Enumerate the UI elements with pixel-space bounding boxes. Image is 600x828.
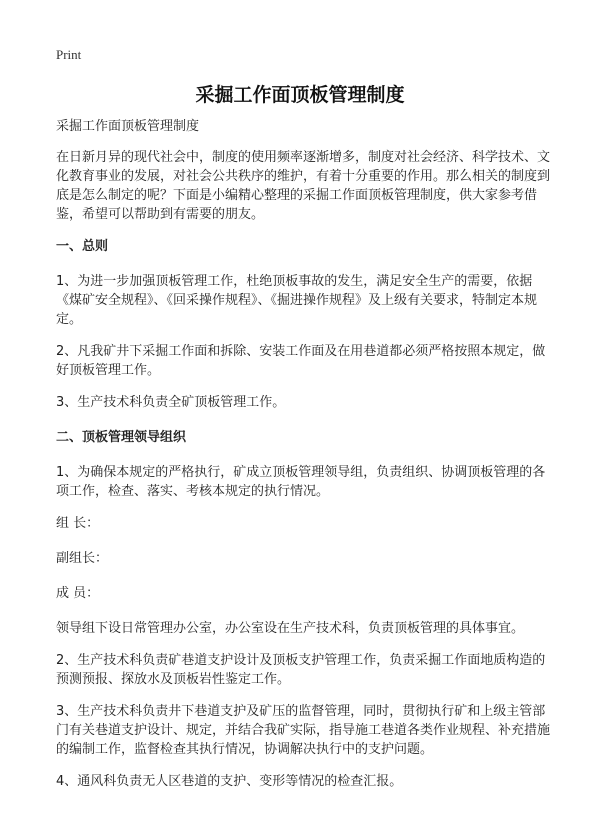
section-heading-leadership: 二、顶板管理领导组织: [56, 430, 187, 445]
office-paragraph: 领导组下设日常管理办公室，办公室设在生产技术科，负责顶板管理的具体事宜。: [56, 621, 525, 636]
members-label: 成 员：: [56, 586, 100, 601]
leadership-item-2: 2、生产技术科负责矿巷道支护设计及顶板支护管理工作，负责采掘工作面地质构造的预测预报、探放水及顶板岩性鉴定工作。: [56, 653, 546, 687]
document-body: [56, 117, 556, 804]
general-item-3: 3、生产技术科负责全矿顶板管理工作。: [56, 395, 286, 410]
section-heading-general: 一、总则: [56, 239, 109, 254]
intro-paragraph: 在日新月异的现代社会中，制度的使用频率逐渐增多，制度对社会经济、科学技术、文化教育事业的发展，对社会公共秩序的维护，有着十分重要的作用。那么相关的制度到底是怎么制定的呢？下面是小编精心整理的采掘工作面顶板管理制度，供大家参考借鉴，希望可以帮助到有需要的朋友。: [56, 150, 551, 222]
document-title: 采掘工作面顶板管理制度: [195, 84, 405, 106]
general-item-2: 2、凡我矿井下采掘工作面和拆除、安装工作面及在用巷道都必须严格按照本规定，做好顶板管理工作。: [56, 344, 546, 378]
leadership-item-4: 4、通风科负责无人区巷道的支护、变形等情况的检查汇报。: [56, 774, 403, 789]
leader-label: 组 长：: [56, 516, 100, 531]
general-item-1: 1、为进一步加强顶板管理工作，杜绝顶板事故的发生，满足安全生产的需要，依据《煤矿安全规程》、《回采操作规程》、《掘进操作规程》及上级有关要求，特制定本规定。: [56, 274, 538, 327]
document-subtitle: 采掘工作面顶板管理制度: [56, 119, 200, 134]
leadership-item-3: 3、生产技术科负责井下巷道支护及矿压的监督管理，同时，贯彻执行矿和上级主管部门有关巷道支护设计、规定，并结合我矿实际，指导施工巷道各类作业规程、补充措施的编制工作，监督检查其执行情况，协调解决执行中的支护问题。: [56, 704, 551, 757]
deputy-leader-label: 副组长：: [56, 551, 109, 566]
leadership-item-1: 1、为确保本规定的严格执行，矿成立顶板管理领导组，负责组织、协调顶板管理的各项工作，检查、落实、考核本规定的执行情况。: [56, 465, 546, 499]
print-link[interactable]: Print: [56, 47, 82, 62]
